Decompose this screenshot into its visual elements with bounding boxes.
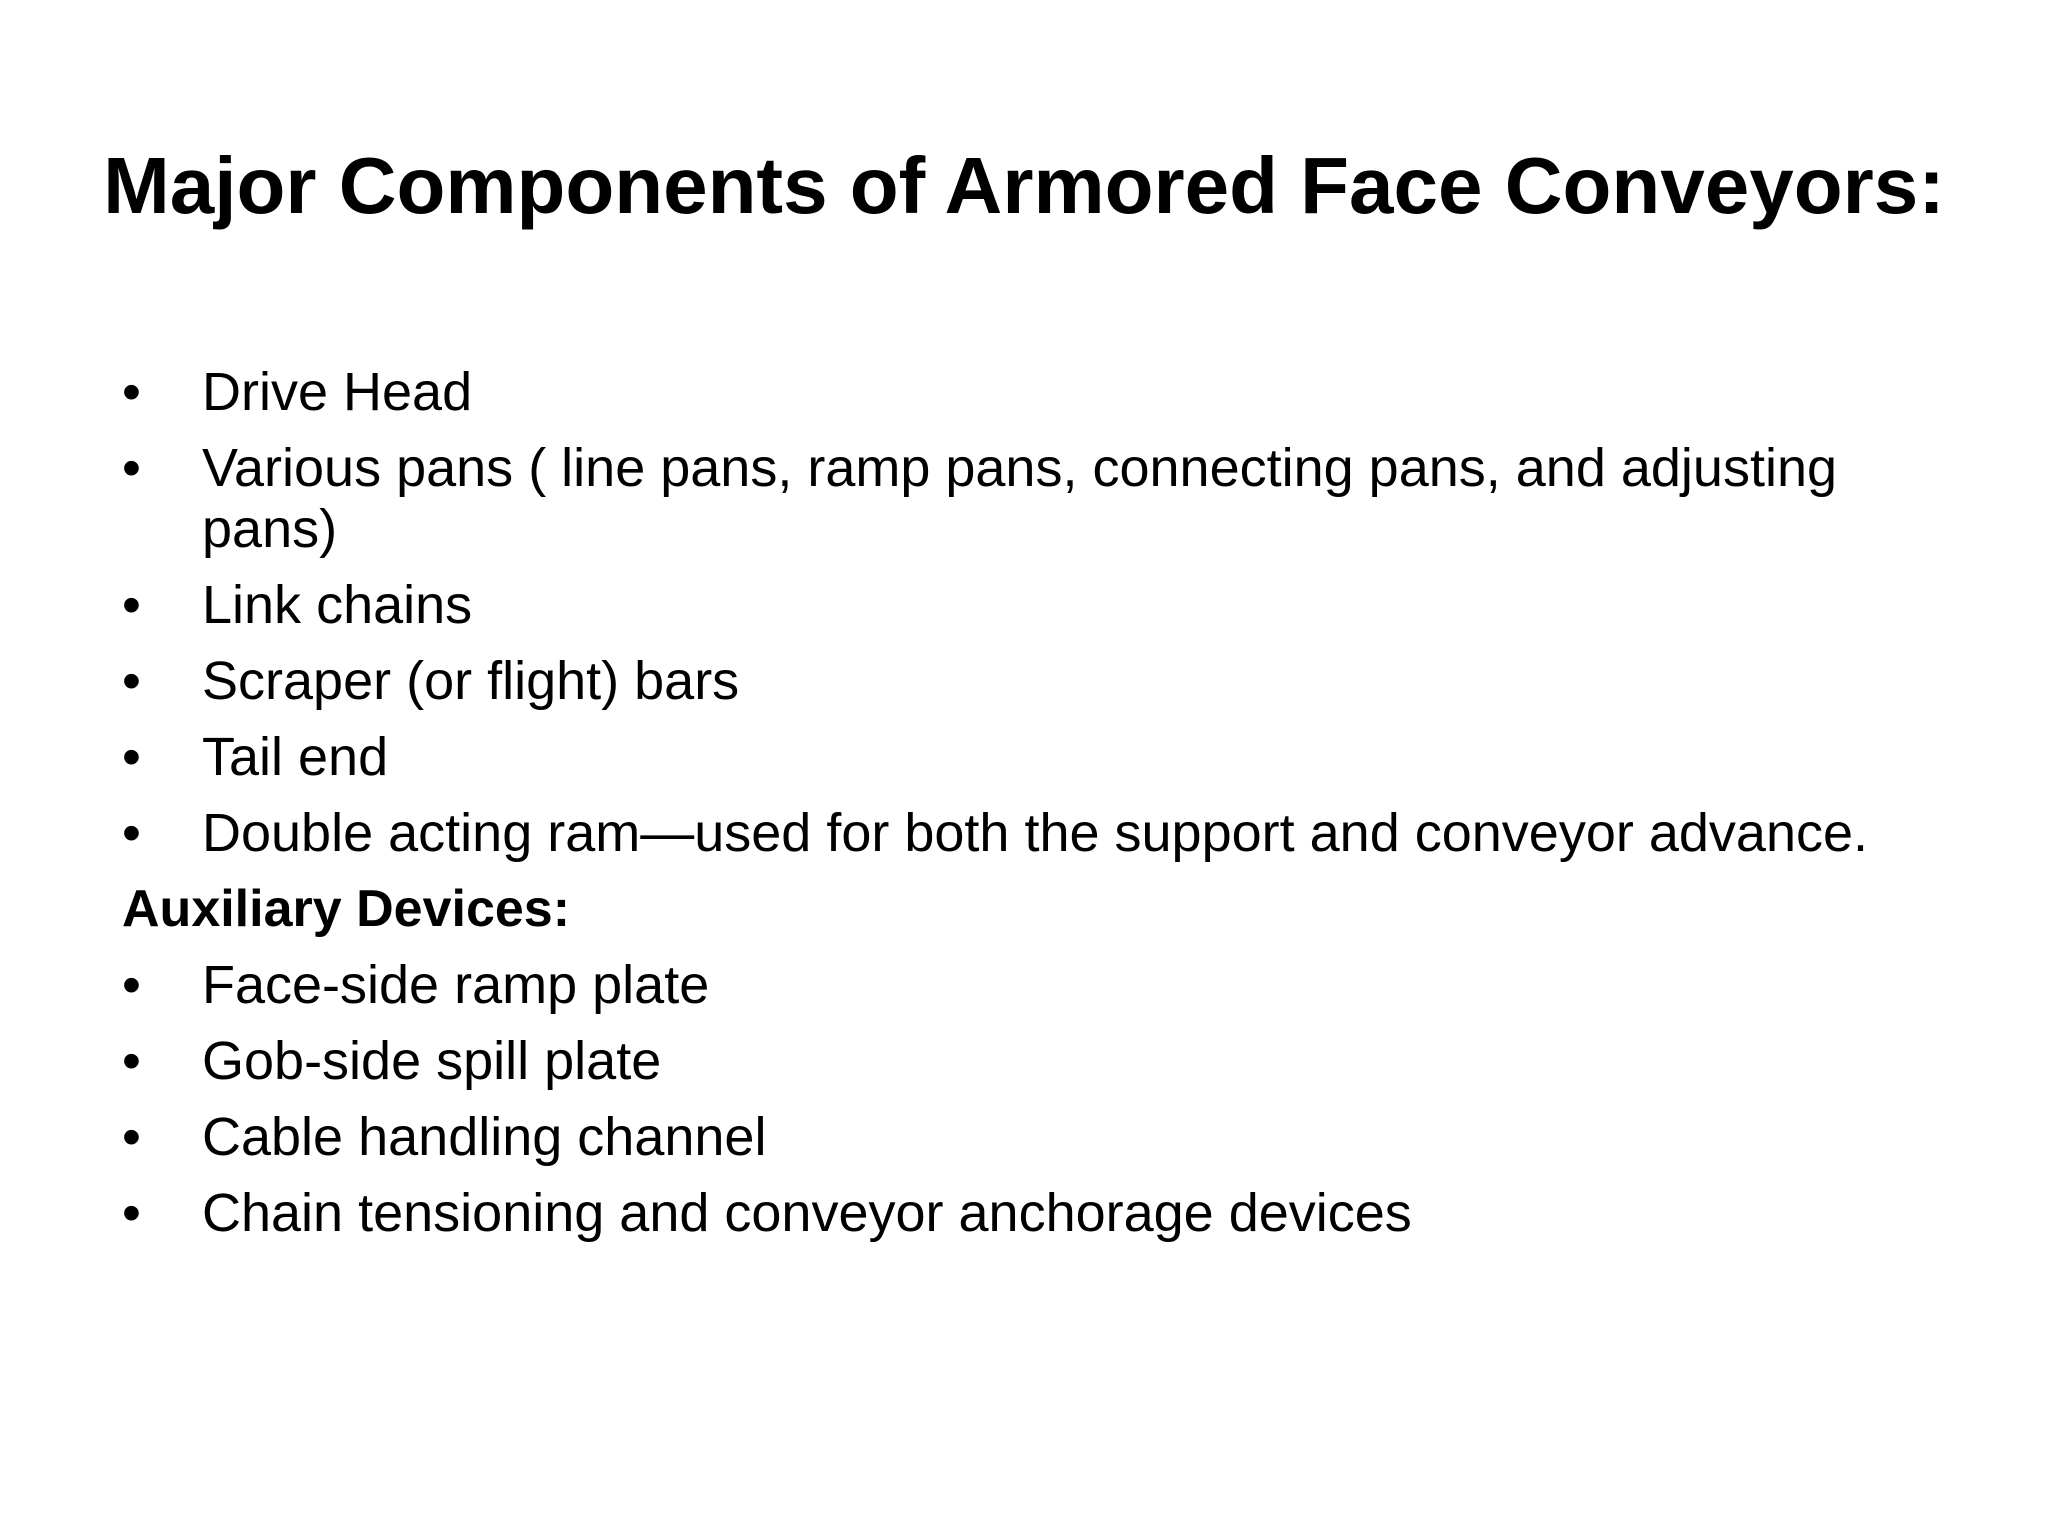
list-item-text: Link chains [202, 575, 473, 635]
list-item [122, 727, 1972, 788]
major-components-list [122, 362, 1972, 864]
list-item-text: Scraper (or flight) bars [202, 651, 740, 711]
bullet-icon: • [122, 651, 141, 711]
list-item-text: Tail end [202, 727, 389, 787]
bullet-icon: • [122, 1031, 141, 1091]
list-item [122, 955, 1972, 1016]
slide-body [122, 362, 1972, 1259]
bullet-icon: • [122, 727, 141, 787]
bullet-icon: • [122, 1183, 141, 1243]
list-item-text: Chain tensioning and conveyor anchorage devices [202, 1183, 1412, 1243]
list-item [122, 1183, 1972, 1244]
list-item-text: Face-side ramp plate [202, 955, 710, 1015]
list-item-text: Double acting ram—used for both the support and conveyor advance. [202, 803, 1869, 863]
list-item [122, 803, 1972, 864]
list-item-text: Various pans ( line pans, ramp pans, connecting pans, and adjusting pans) [202, 438, 1838, 559]
bullet-icon: • [122, 438, 141, 498]
bullet-icon: • [122, 575, 141, 635]
list-item-text: Cable handling channel [202, 1107, 767, 1167]
list-item [122, 1107, 1972, 1168]
slide-title: Major Components of Armored Face Conveyors: [103, 141, 1945, 230]
bullet-icon: • [122, 362, 141, 422]
bullet-icon: • [122, 955, 141, 1015]
list-item [122, 362, 1972, 423]
list-item-text: Gob-side spill plate [202, 1031, 662, 1091]
list-item-text: Drive Head [202, 362, 473, 422]
list-item [122, 575, 1972, 636]
auxiliary-devices-list [122, 955, 1972, 1244]
bullet-icon: • [122, 803, 141, 863]
list-item [122, 1031, 1972, 1092]
list-item [122, 651, 1972, 712]
list-item [122, 438, 1972, 560]
auxiliary-devices-heading: Auxiliary Devices: [122, 880, 571, 938]
bullet-icon: • [122, 1107, 141, 1167]
